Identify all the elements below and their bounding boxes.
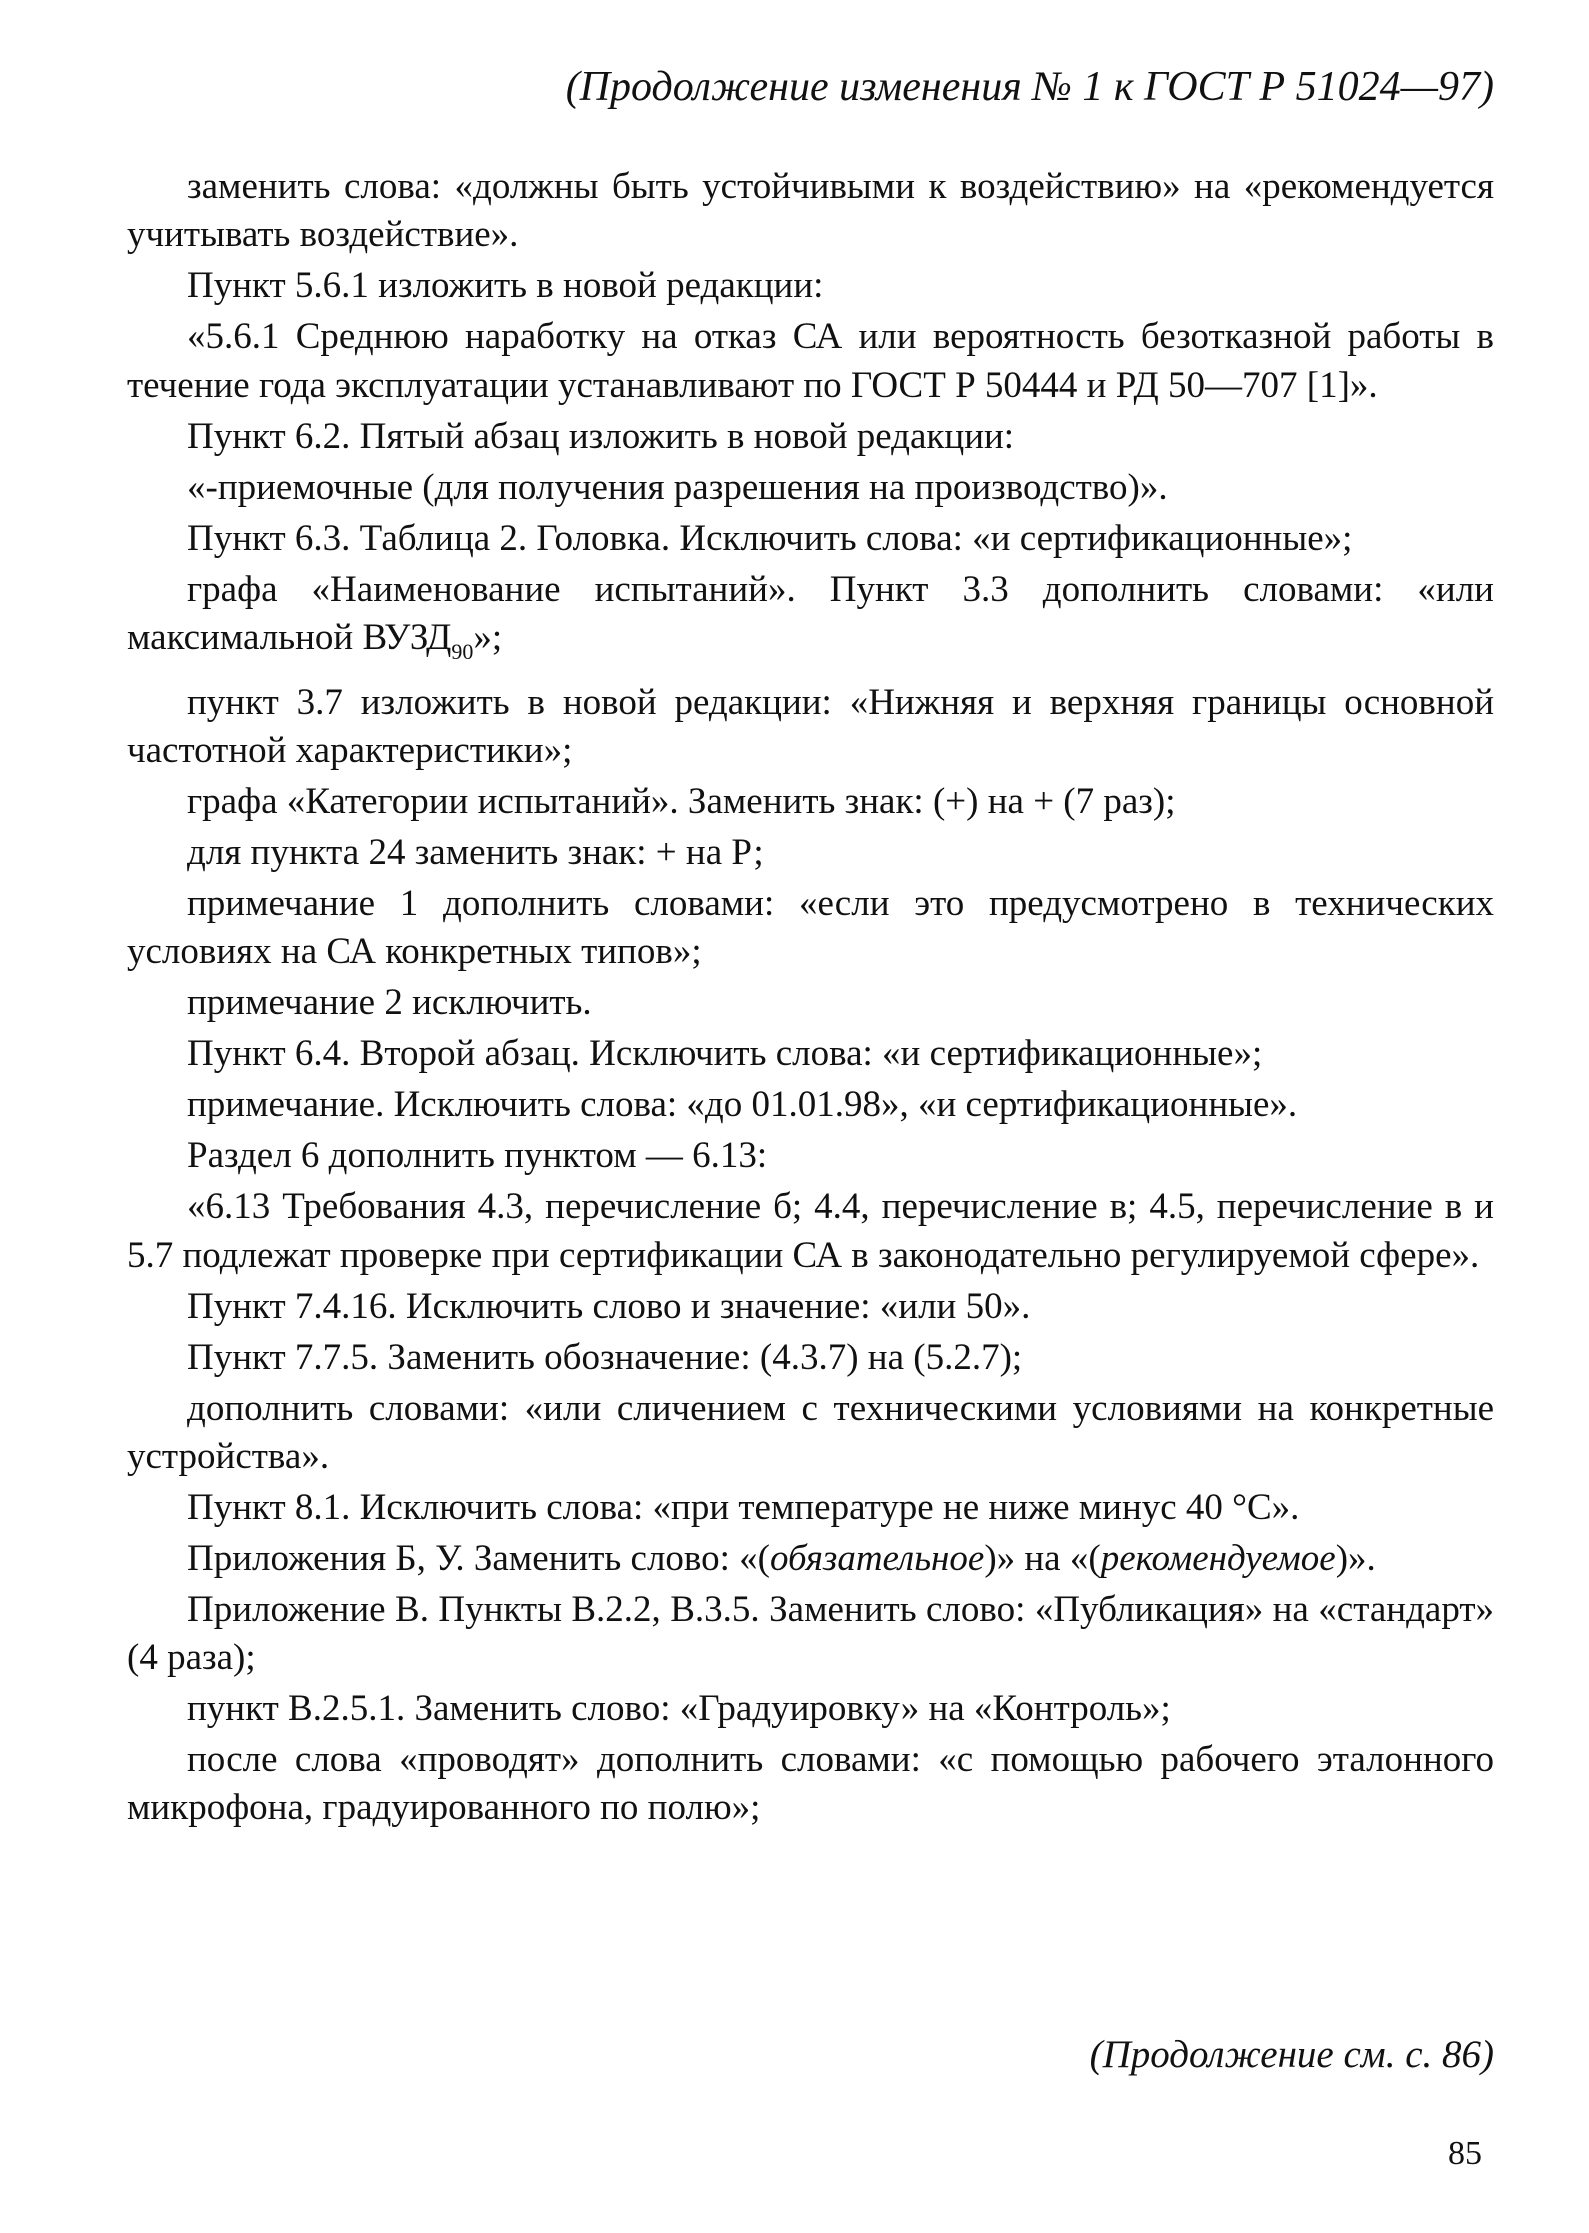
paragraph: Пункт 8.1. Исключить слова: «при температуре не ниже минус 40 °С». [187, 1486, 1300, 1528]
italic-term: обязательное [770, 1537, 985, 1579]
paragraph: заменить слова: «должны быть устойчивыми к воздействию» на «рекомендуется учитывать воздействие». [127, 166, 1494, 256]
paragraph-text: Приложения Б, У. Заменить слово: «( [187, 1537, 770, 1579]
paragraph-text-end: »; [473, 616, 503, 658]
continuation-note: (Продолжение см. с. 86) [1089, 2033, 1494, 2076]
paragraph-text: графа «Наименование испытаний». Пункт 3.3 дополнить словами: «или максимальной ВУЗД [127, 568, 1494, 658]
paragraph [127, 566, 1494, 677]
paragraph-text-end: )». [1335, 1537, 1376, 1579]
paragraph: графа «Категории испытаний». Заменить знак: (+) на + (7 раз); [187, 781, 1176, 823]
paragraph: после слова «проводят» дополнить словами: «с помощью рабочего эталонного микрофона, градуированного по полю»; [127, 1739, 1494, 1829]
paragraph: Пункт 7.7.5. Заменить обозначение: (4.3.7) на (5.2.7); [187, 1336, 1023, 1378]
paragraph: пункт 3.7 изложить в новой редакции: «Нижняя и верхняя границы основной частотной характеристики»; [127, 681, 1494, 772]
paragraph [127, 1535, 1494, 1583]
page-number: 85 [1448, 2135, 1482, 2172]
paragraph: Приложение В. Пункты В.2.2, В.3.5. Заменить слово: «Публикация» на «стандарт» (4 раза); [127, 1588, 1494, 1679]
running-header: (Продолжение изменения № 1 к ГОСТ Р 51024—97) [565, 64, 1494, 110]
paragraph: Раздел 6 дополнить пунктом — 6.13: [187, 1135, 768, 1177]
paragraph: Пункт 6.2. Пятый абзац изложить в новой редакции: [187, 415, 1015, 457]
subscript: 90 [451, 638, 474, 664]
italic-term: рекомендуемое [1100, 1537, 1336, 1579]
paragraph: пункт В.2.5.1. Заменить слово: «Градуировку» на «Контроль»; [187, 1688, 1171, 1730]
paragraph: дополнить словами: «или сличением с техническими условиями на конкретные устройства». [127, 1387, 1494, 1477]
paragraph: «6.13 Требования 4.3, перечисление б; 4.4, перечисление в; 4.5, перечисление в и 5.7 подлежат проверке при сертификации СА в законодательно регулируемой сфере». [127, 1186, 1494, 1276]
paragraph: Пункт 6.3. Таблица 2. Головка. Исключить слова: «и сертификационные»; [187, 517, 1353, 559]
paragraph: для пункта 24 заменить знак: + на Р; [187, 832, 764, 874]
paragraph: примечание 2 исключить. [187, 982, 592, 1024]
paragraph: «5.6.1 Среднюю наработку на отказ СА или вероятность безотказной работы в течение года эксплуатации устанавливают по ГОСТ Р 50444 и РД 50—707 [1]». [127, 316, 1494, 406]
paragraph-text-mid: )» на «( [984, 1537, 1101, 1579]
paragraph: Пункт 7.4.16. Исключить слово и значение: «или 50». [187, 1285, 1031, 1327]
paragraph: примечание 1 дополнить словами: «если это предусмотрено в технических условиях на СА конкретных типов»; [127, 883, 1494, 973]
paragraph: примечание. Исключить слова: «до 01.01.98», «и сертификационные». [187, 1084, 1298, 1126]
paragraph: Пункт 6.4. Второй абзац. Исключить слова: «и сертификационные»; [187, 1033, 1263, 1075]
paragraph: «-приемочные (для получения разрешения на производство)». [187, 466, 1168, 508]
amendment-text [127, 163, 1494, 1833]
paragraph: Пункт 5.6.1 изложить в новой редакции: [187, 265, 824, 307]
